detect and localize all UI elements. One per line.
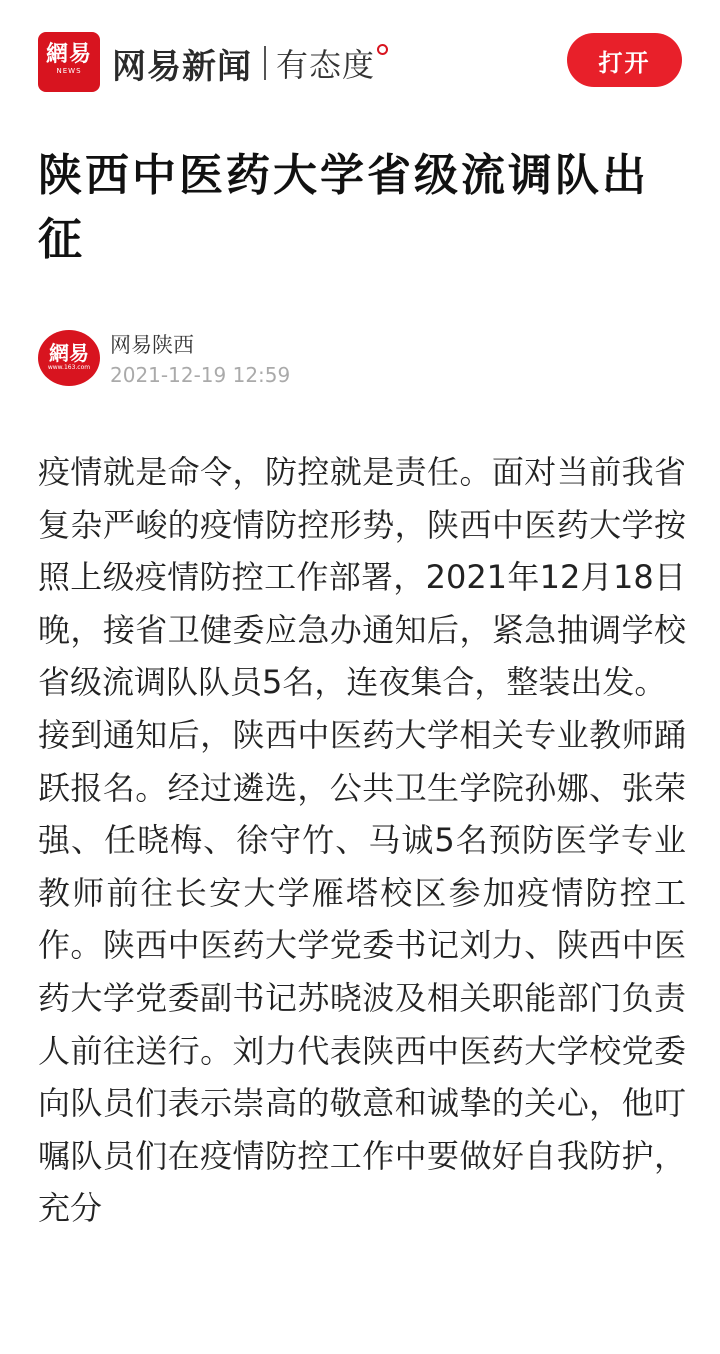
open-app-button[interactable]: 打开 (567, 33, 682, 87)
brand (112, 38, 388, 88)
article-body (38, 446, 686, 1235)
publish-date: 2021-12-19 12:59 (110, 363, 291, 387)
brand-dot-icon (377, 44, 388, 55)
paragraph: 疫情就是命令，防控就是责任。面对当前我省复杂严峻的疫情防控形势，陕西中医药大学按照上级疫情防控工作部署，2021年12月18日晚，接省卫健委应急办通知后，紧急抽调学校省级流调队队员5名，连夜集合，整装出发。 (38, 453, 686, 702)
avatar-subtext: www.163.com (47, 364, 91, 371)
top-bar (0, 0, 720, 122)
brand-name: 网易新闻 (112, 46, 252, 87)
author-avatar[interactable] (38, 330, 100, 386)
paragraph: 接到通知后，陕西中医药大学相关专业教师踊跃报名。经过遴选，公共卫生学院孙娜、张荣强、任晓梅、徐守竹、马诚5名预防医学专业教师前往长安大学雁塔校区参加疫情防控工作。陕西中医药大学党委书记刘力、陕西中医药大学党委副书记苏晓波及相关职能部门负责人前往送行。刘力代表陕西中医药大学校党委向队员们表示崇高的敬意和诚挚的关心，他叮嘱队员们在疫情防控工作中要做好自我防护，充分 (38, 715, 686, 1228)
article-title: 陕西中医药大学省级流调队出征 (38, 150, 649, 265)
avatar-text: 網易 (49, 341, 89, 365)
author-name[interactable]: 网易陕西 (110, 333, 194, 357)
logo-subtext: NEWS (56, 67, 82, 75)
netease-logo-icon[interactable] (38, 32, 100, 92)
brand-divider (264, 46, 266, 80)
logo-text: 網易 (45, 42, 92, 67)
brand-slogan: 有态度 (276, 46, 376, 84)
